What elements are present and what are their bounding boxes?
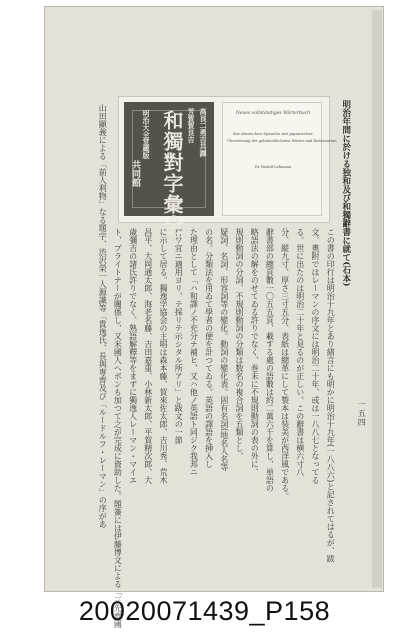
cover-title: 和獨對字彙全 (160, 110, 184, 236)
text-column: に示して居る。獨逸学協会の主唱は森本藤、賀來佐太郎、吉川秀、荒木 (158, 228, 168, 484)
text-column: 疑詞、名詞、形容詞等の變化。動詞の變化表。固有名詞(地名人名等 (219, 228, 229, 472)
text-column: る。世に出たのは明治二十年と見るのが正しい。この辭書は横六寸八 (295, 228, 305, 476)
title-page-photo (222, 102, 337, 216)
text-column: 山田顯義による「前人利物」なる題字、渋沢榮一人源識等「貴逸氏、長與専齊及び「ルードルフ・レーマン」の序があ (98, 104, 108, 528)
page-edge (372, 10, 382, 588)
text-column: た理由として「ハ和譯ノ不充分ナ補ヒ、又ハ他ノ英語ト同ジク我邦ニ (189, 228, 199, 476)
text-column: 昌平、大岡通太郎、海老名藤、吉田嘉重、小林新太郎、平賀精次郎、大 (143, 228, 153, 484)
text-column: 文、奧附ではレーマンの序文には明治二十年、或は一八八七となってる (310, 228, 320, 484)
cover-authors-2: 芳賀賀良吉 (187, 108, 196, 143)
text-column: 行ワ宜ニ適用ヨリ、テ採リテ示シタル所アリ」と跋文の一節 (174, 228, 184, 444)
text-column: 分、縦九寸、厚さ三寸五分、表紙は總革にして製本は装美が西洋風である。 (280, 228, 290, 500)
cover-imprint: 共同館 (130, 160, 140, 187)
text-column: 規則動詞の分詞、不規則動詞の分類は数名の複合詞を五類とし、 (234, 228, 244, 460)
text-column: 歳彌吉の諸氏許りでなく、熟語解釋等をまずに獨逸人レーマン・マイエ (128, 228, 138, 484)
text-column: ト、ブライトナーが關係し、又米國人ヘボンも加つて之が完成に資助した。題簽には伊藤博文による「三先齊國 (113, 228, 123, 628)
text-column: の名。分類法を用ゐて學者の便を計つてゐる。英語の譯語を挿入し (204, 228, 214, 468)
image-caption: 20020071439_P158 (78, 596, 331, 626)
cover-publisher: 明治大全堂蔵版 (142, 110, 151, 159)
page-number: 一五四 (357, 400, 367, 427)
section-heading: 明治年間に於ける独和及び和獨辭書に就て(石本) (340, 100, 351, 287)
cover-authors: 高良二勇吉共譯 (199, 108, 208, 157)
title-page-desc: Übersetzung der gebräuchlichsten Wörter und Redensarten (227, 139, 337, 143)
title-page-title: Neues vollständiges Wörterbuch (235, 111, 311, 116)
title-page-subtitle: der deutschen Sprache mit japanischer (233, 131, 313, 136)
title-page-author: Dr. Rudolf Lehmann (254, 165, 292, 169)
text-column: この書の印行は明治十九年とあり緒言にも明かに明治十九年(一八八六)と記されてはるが、跋 (326, 228, 336, 563)
text-column: 略語法の解をのせてゐる許りでなく、巻末に不規則動詞の表の外に、 (250, 228, 260, 476)
text-column: 辭書部の總頁數一〇五五頁、載する處の語數は約二萬六千を算し、単語の (265, 228, 275, 492)
